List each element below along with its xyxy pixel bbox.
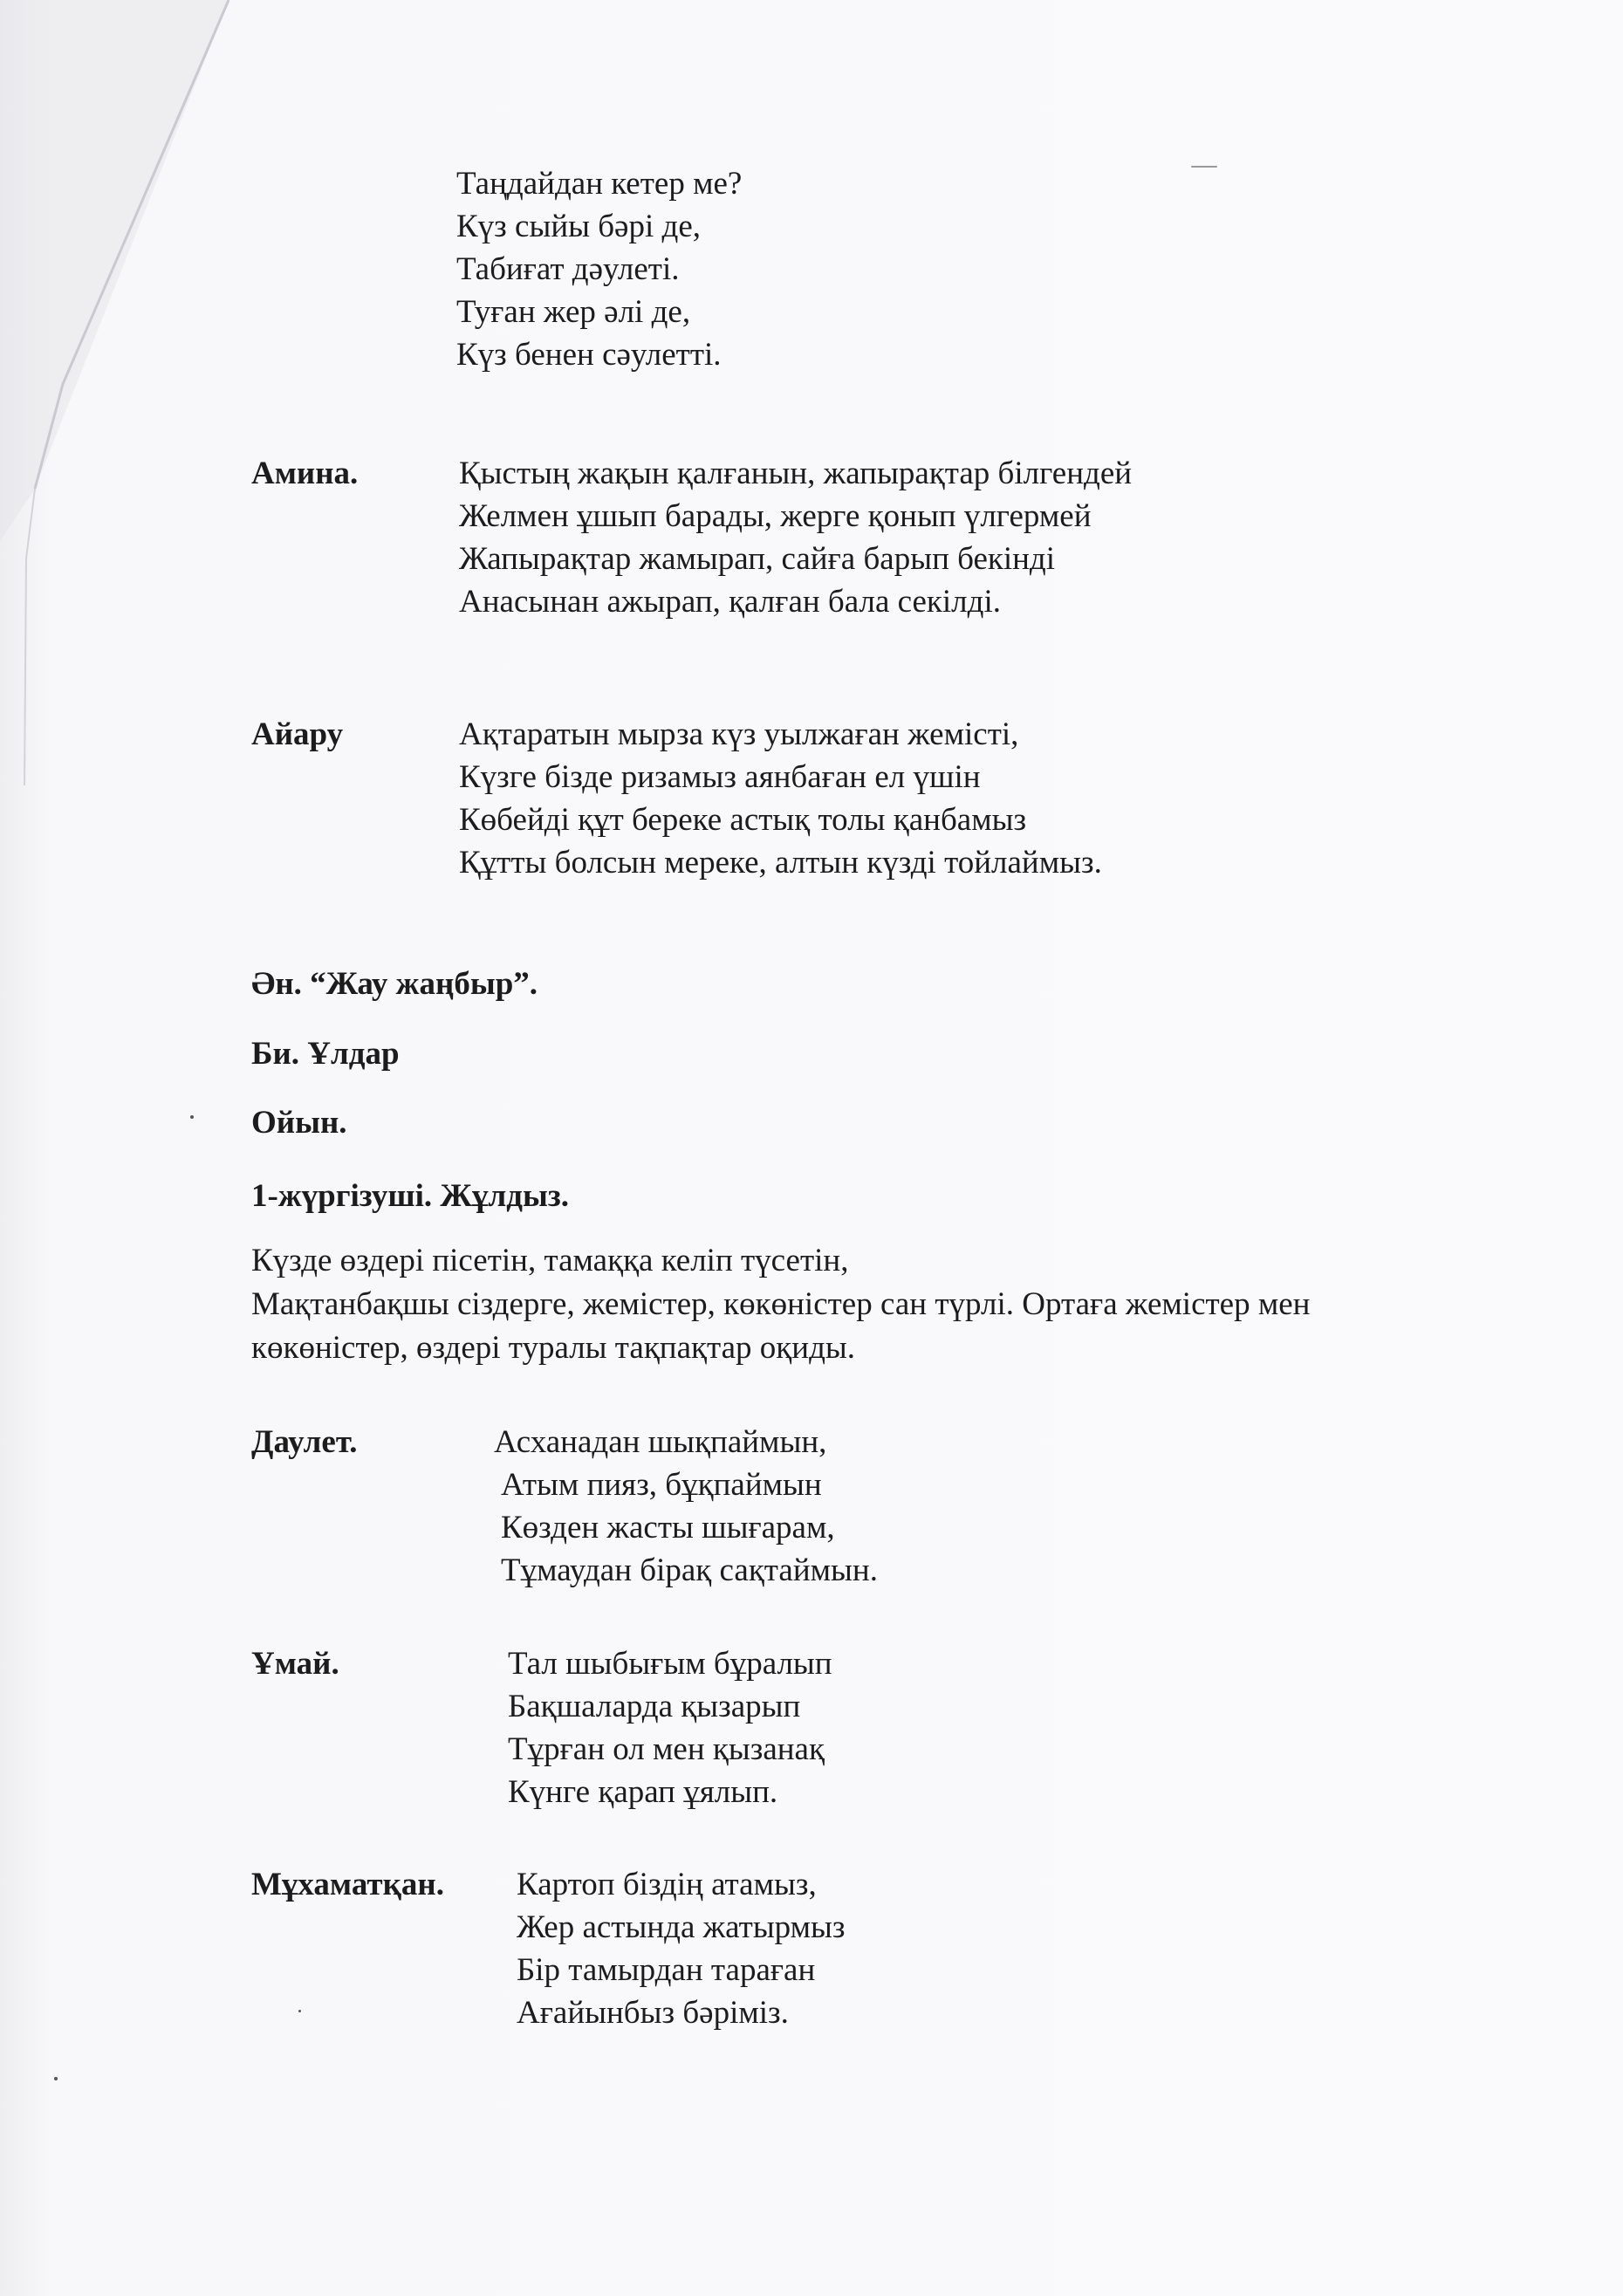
speaker-amina: Амина. xyxy=(251,456,359,491)
paragraph-line: Мақтанбақшы сіздерге, жемістер, көкөністер сан түрлі. Ортаға жемістер мен xyxy=(251,1286,1311,1322)
verse-line: Тал шыбығым бұралып xyxy=(508,1646,832,1682)
intro-stanza xyxy=(456,162,742,376)
verse-line: Жапырақтар жамырап, сайға барып бекінді xyxy=(459,541,1056,577)
verse-line: Атым пияз, бұқпаймын xyxy=(501,1467,822,1503)
verse-line: Тұрған ол мен қызанақ xyxy=(508,1731,825,1767)
song-heading: Ән. “Жау жаңбыр”. xyxy=(251,966,538,1002)
verse-line: Таңдайдан кетер ме? xyxy=(456,166,743,202)
scan-speck xyxy=(54,2077,58,2080)
verse-line: Желмен ұшып барады, жерге қонып үлгермей xyxy=(459,498,1092,534)
verse-line: Күзге бізде ризамыз аянбаған ел үшін xyxy=(459,759,981,795)
speaker-aiaru: Айару xyxy=(251,716,344,752)
dance-heading: Би. Ұлдар xyxy=(251,1036,400,1072)
verse-line: Табиғат дәулеті. xyxy=(456,251,680,287)
aiaru-stanza xyxy=(459,713,1102,884)
verse-line: Күз сыйы бәрі де, xyxy=(456,209,702,244)
scan-speck xyxy=(1191,166,1217,168)
speaker-mukhamatkan: Мұхаматқан. xyxy=(251,1867,444,1902)
verse-line: Жер астында жатырмыз xyxy=(517,1909,846,1945)
presenter-paragraph xyxy=(251,1239,1525,1370)
scan-speck xyxy=(190,1115,194,1119)
verse-line: Картоп біздің атамыз, xyxy=(517,1867,817,1902)
verse-line: Күнге қарап ұялып. xyxy=(508,1774,778,1810)
paragraph-line: Күзде өздері пісетін, тамаққа келіп түсетін, xyxy=(251,1243,849,1278)
verse-line: Асханадан шықпаймын, xyxy=(494,1424,827,1460)
paragraph-line: көкөністер, өздері туралы тақпақтар оқиды. xyxy=(251,1330,855,1366)
verse-line: Қыстың жақын қалғанын, жапырақтар білгендей xyxy=(459,456,1133,491)
speaker-daulet: Даулет. xyxy=(251,1424,358,1460)
verse-line: Құтты болсын мереке, алтын күзді тойлаймыз. xyxy=(459,845,1102,881)
verse-line: Бақшаларда қызарып xyxy=(508,1689,801,1724)
verse-line: Анасынан ажырап, қалған бала секілді. xyxy=(459,584,1001,620)
amina-stanza xyxy=(459,452,1132,623)
umai-stanza xyxy=(508,1642,832,1813)
verse-line: Тұмаудан бірақ сақтаймын. xyxy=(501,1552,878,1588)
scan-speck xyxy=(298,2010,301,2012)
verse-line: Ақтаратын мырза күз уылжаған жемісті, xyxy=(459,716,1019,752)
verse-line: Көбейді құт береке астық толы қанбамыз xyxy=(459,802,1027,838)
verse-line: Туған жер әлі де, xyxy=(456,294,691,330)
daulet-stanza xyxy=(494,1421,878,1592)
verse-line: Көзден жасты шығарам, xyxy=(501,1510,835,1546)
presenter-heading: 1-жүргізуші. Жұлдыз. xyxy=(251,1178,569,1214)
verse-line: Бір тамырдан тараған xyxy=(517,1952,816,1988)
game-heading: Ойын. xyxy=(251,1105,347,1141)
verse-line: Ағайынбыз бәріміз. xyxy=(517,1995,789,2031)
speaker-umai: Ұмай. xyxy=(251,1646,339,1682)
mukhamatkan-stanza xyxy=(517,1863,846,2034)
verse-line: Күз бенен сәулетті. xyxy=(456,337,722,373)
